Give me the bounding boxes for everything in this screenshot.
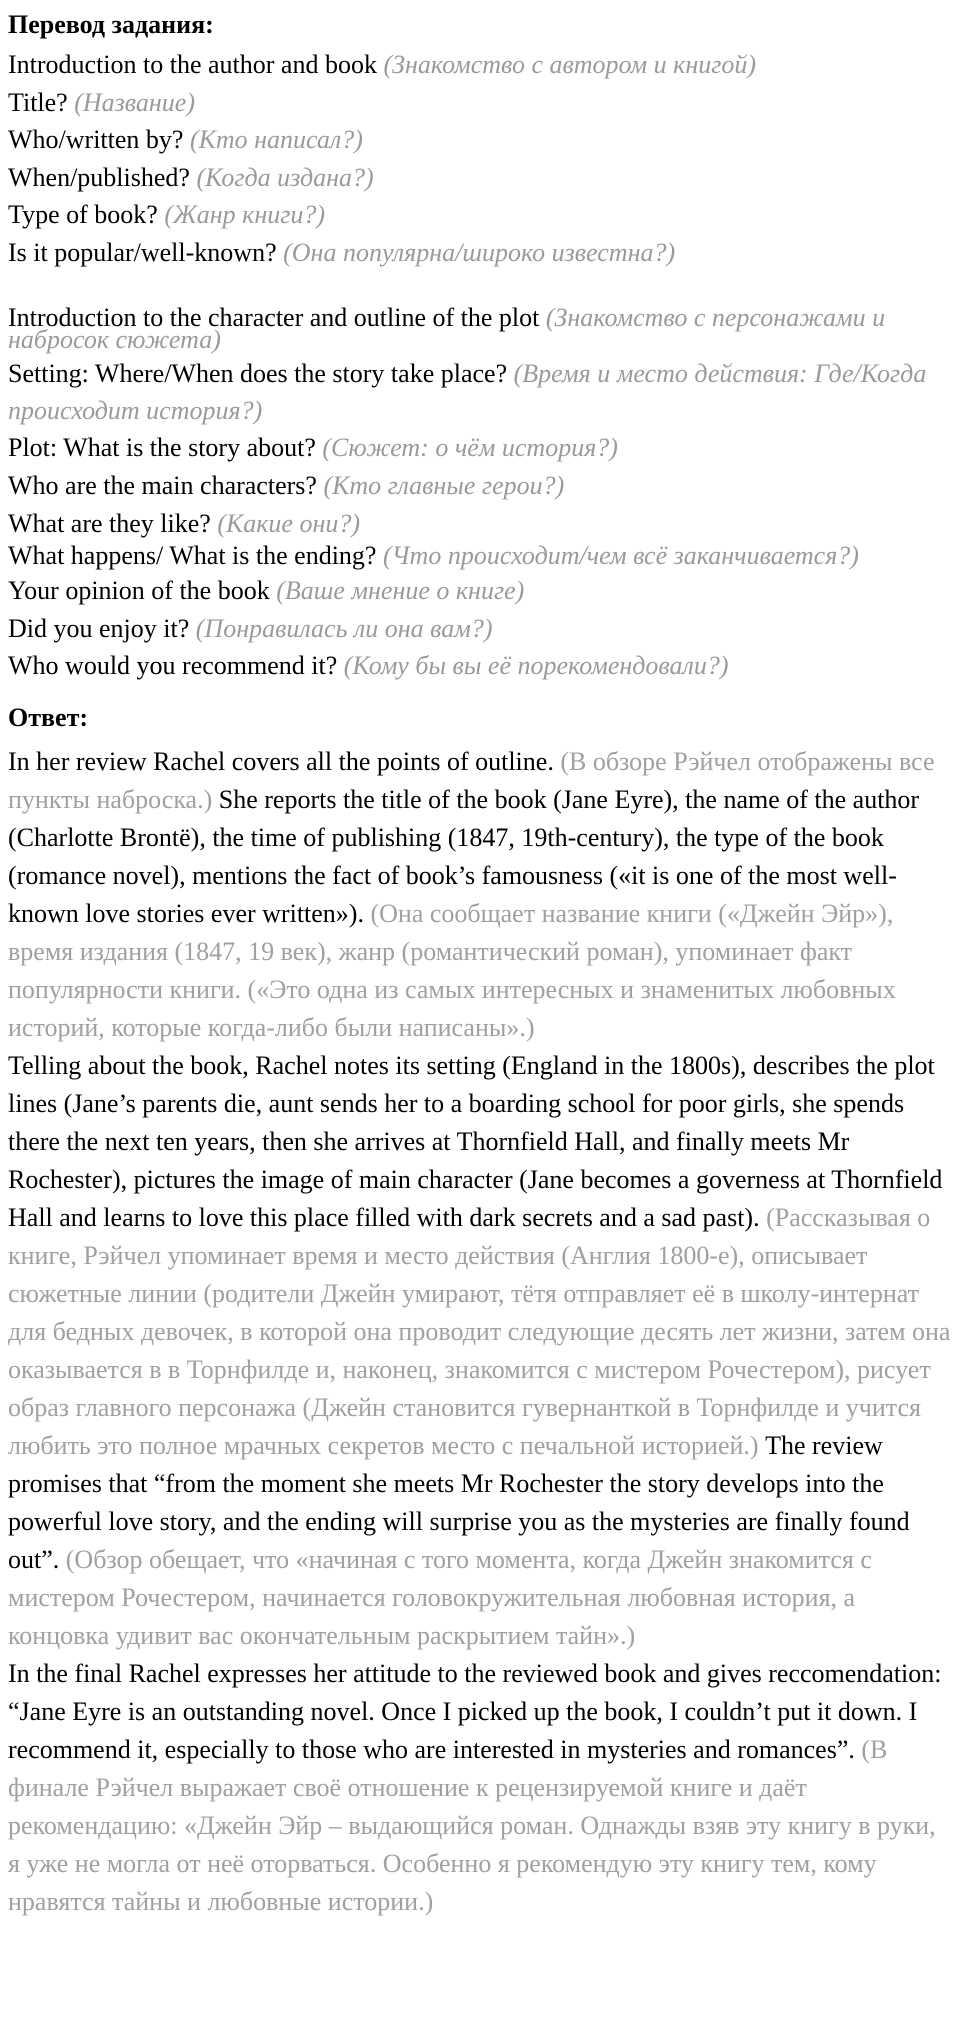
answer-ru: (В обзоре Рэйчел отображены все пункты наброска.) [8,746,935,814]
outline-line [8,647,952,685]
outline-ru: (Название) [74,87,196,117]
outline-ru: (Сюжет: о чём история?) [322,433,618,462]
outline-en: What happens/ What is the ending? [8,541,377,570]
answer-en: The review promises that “from the moment she meets Mr Rochester the story develops into the powerful love story, and the ending will surprise you as the mysteries are finally found out”. [8,1430,910,1574]
outline-en: Did you enjoy it? [8,613,190,643]
outline-en: Who would you recommend it? [8,651,338,680]
outline-line [8,572,952,610]
outline-ru: (Кто главные герои?) [323,470,565,500]
answer-ru: (В финале Рэйчел выражает своё отношение к рецензируемой книге и даёт рекомендацию: «Джейн Эйр – выдающийся роман. Однажды взяв эту книгу в руки, я уже не могла от неё оторваться. Особенно я рекомендую эту книгу тем, кому нравятся тайны и любовные истории.) [8,1734,936,1916]
outline-line [8,84,952,122]
outline-ru: (Она популярна/широко известна?) [283,237,676,267]
outline-line [8,610,952,648]
outline-line [8,303,952,354]
answer-ru: (Она сообщает название книги («Джейн Эйр»), время издания (1847, 19 век), жанр (романтический роман), упоминает факт популярности книги. («Это одна из самых интересных и знаменитых любовных историй, которые когда-либо были написаны».) [8,898,896,1042]
outline-en: Who are the main characters? [8,470,317,500]
answer-en: Telling about the book, Rachel notes its setting (England in the 1800s), describes the plot lines (Jane’s parents die, aunt sends her to a boarding school for poor girls, she spends there the next ten years, then she arrives at Thornfield Hall, and finally meets Mr Rochester), pictures the image of main character (Jane becomes a governess at Thornfield Hall and learns to love this place filled with dark secrets and a sad past). [8,1050,943,1232]
outline-ru: (Кто написал?) [189,125,363,154]
task-heading: Перевод задания: [8,10,214,39]
outline-ru: (Время и место действия: Где/Когда происходит история?) [8,359,927,425]
outline-ru: (Ваше мнение о книге) [276,576,525,605]
outline-ru: (Знакомство с персонажами и набросок сюжета) [8,303,886,354]
outline-ru: (Когда издана?) [196,162,374,192]
section-gap [8,271,952,301]
outline-ru: (Кому бы вы её порекомендовали?) [343,651,729,680]
outline-line [8,159,952,197]
outline-ru: (Жанр книги?) [164,200,326,229]
outline-section-plot [8,303,952,685]
outline-line [8,467,952,505]
outline-en: Type of book? [8,200,158,229]
document-page [8,0,952,1921]
answer-paragraph [8,1047,952,1655]
outline-line [8,429,952,467]
outline-en: Is it popular/well-known? [8,237,277,267]
outline-line [8,234,952,272]
answer-heading: Ответ: [8,702,89,732]
outline-line [8,508,952,540]
answer-en: In her review Rachel covers all the points of outline. [8,746,554,776]
outline-en: What are they like? [8,509,211,538]
outline-en: Introduction to the character and outline of the plot [8,303,540,332]
answer-ru: (Обзор обещает, что «начиная с того момента, когда Джейн знакомится с мистером Рочестером, начинается головокружительная любовная история, а концовка удивит вас окончательным раскрытием тайн».) [8,1544,872,1650]
outline-line [8,355,952,429]
outline-section-author [8,46,952,271]
outline-en: When/published? [8,162,190,192]
outline-ru: (Знакомство с автором и книгой) [383,50,757,79]
answer-paragraph [8,1655,952,1921]
outline-ru: (Что происходит/чем всё заканчивается?) [382,541,859,570]
outline-line [8,196,952,234]
answer-body [8,743,952,1921]
outline-en: Title? [8,87,68,117]
answer-en: She reports the title of the book (Jane Eyre), the name of the author (Charlotte Brontë), the time of publishing (1847, 19th-century), the type of the book (romance novel), mentions the fact of book’s famousness («it is one of the most well-known love stories ever written»). [8,784,920,928]
answer-paragraph [8,743,952,1047]
outline-en: Plot: What is the story about? [8,433,316,462]
outline-en: Your opinion of the book [8,576,270,605]
outline-en: Setting: Where/When does the story take place? [8,359,508,388]
outline-line [8,121,952,159]
outline-line [8,540,952,572]
outline-en: Introduction to the author and book [8,50,377,79]
answer-en: In the final Rachel expresses her attitude to the reviewed book and gives reccomendation: “Jane Eyre is an outstanding novel. Once I picked up the book, I couldn’t put it down. I recommend it, especially to those who are interested in mysteries and romances”. [8,1658,942,1764]
outline-line [8,46,952,84]
outline-ru: (Какие они?) [217,509,361,538]
outline-en: Who/written by? [8,125,184,154]
outline-ru: (Понравилась ли она вам?) [195,613,493,643]
answer-ru: (Рассказывая о книге, Рэйчел упоминает время и место действия (Англия 1800-е), описывает сюжетные линии (родители Джейн умирают, тётя отправляет её в школу-интернат для бедных девочек, в которой она проводит следующие десять лет жизни, затем она оказывается в в Торнфилде и, наконец, знакомится с мистером Рочестером), рисует образ главного персонажа (Джейн становится гувернанткой в Торнфилде и учится любить это полное мрачных секретов место с печальной историей.) [8,1202,951,1460]
